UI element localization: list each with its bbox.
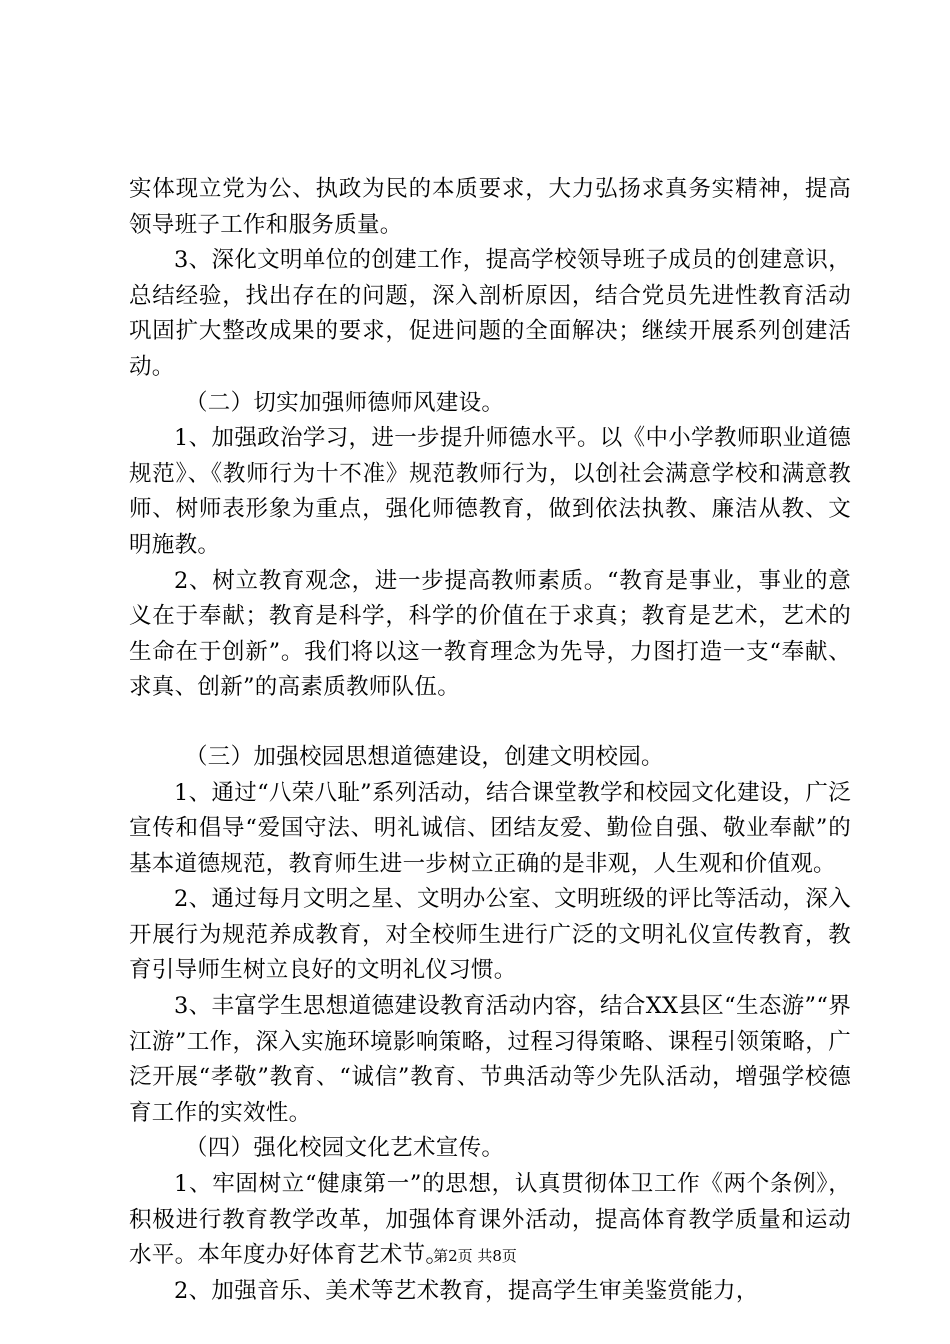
paragraph-item-3: 3、深化文明单位的创建工作，提高学校领导班子成员的创建意识，总结经验，找出存在的问题，深入剖析原因，结合党员先进性教育活动巩固扩大整改成果的要求，促进问题的全面解决；继续开展系列创建活动。 (129, 247, 851, 380)
document-body (129, 172, 851, 1309)
paragraph-item-1: 1、牢固树立“健康第一”的思想，认真贯彻体卫工作《两个条例》，积极进行教育教学改革，加强体育课外活动，提高体育教学质量和运动水平。本年度办好体育艺术节。 (129, 1171, 851, 1269)
page-number-footer: 第2页 共8页 (433, 1247, 517, 1265)
section-heading-4: （四）强化校园文化艺术宣传。 (185, 1135, 505, 1162)
paragraph-item-2: 2、树立教育观念，进一步提高教师素质。“教育是事业，事业的意义在于奉献；教育是科学，科学的价值在于求真；教育是艺术，艺术的生命在于创新”。我们将以这一教育理念为先导，力图打造一支“奉献、求真、创新”的高素质教师队伍。 (129, 567, 851, 701)
section-heading-3: （三）加强校园思想道德建设，创建文明校园。 (185, 743, 664, 770)
paragraph-item-2: 2、加强音乐、美术等艺术教育，提高学生审美鉴赏能力， (174, 1277, 759, 1304)
paragraph-item-1: 1、通过“八荣八耻”系列活动，结合课堂教学和校园文化建设，广泛宣传和倡导“爱国守法、明礼诚信、团结友爱、勤俭自强、敬业奉献”的基本道德规范，教育师生进一步树立正确的是非观，人生观和价值观。 (129, 779, 851, 877)
paragraph-item-3: 3、丰富学生思想道德建设教育活动内容，结合XX县区“生态游”“界江游”工作，深入实施环境影响策略，过程习得策略、课程引领策略，广泛开展“孝敬”教育、“诚信”教育、节典活动等少先队活动，增强学校德育工作的实效性。 (129, 993, 851, 1126)
section-heading-2: （二）切实加强师德师风建设。 (185, 389, 505, 416)
paragraph-gap (129, 706, 851, 740)
paragraph-continuation: 实体现立党为公、执政为民的本质要求，大力弘扬求真务实精神，提高领导班子工作和服务质量。 (129, 176, 851, 238)
paragraph-item-2: 2、通过每月文明之星、文明办公室、文明班级的评比等活动，深入开展行为规范养成教育，对全校师生进行广泛的文明礼仪宣传教育，教育引导师生树立良好的文明礼仪习惯。 (129, 886, 851, 984)
paragraph-item-1: 1、加强政治学习，进一步提升师德水平。以《中小学教师职业道德规范》、《教师行为十不准》规范教师行为，以创社会满意学校和满意教师、树师表形象为重点，强化师德教育，做到依法执教、廉洁从教、文明施教。 (129, 425, 851, 558)
